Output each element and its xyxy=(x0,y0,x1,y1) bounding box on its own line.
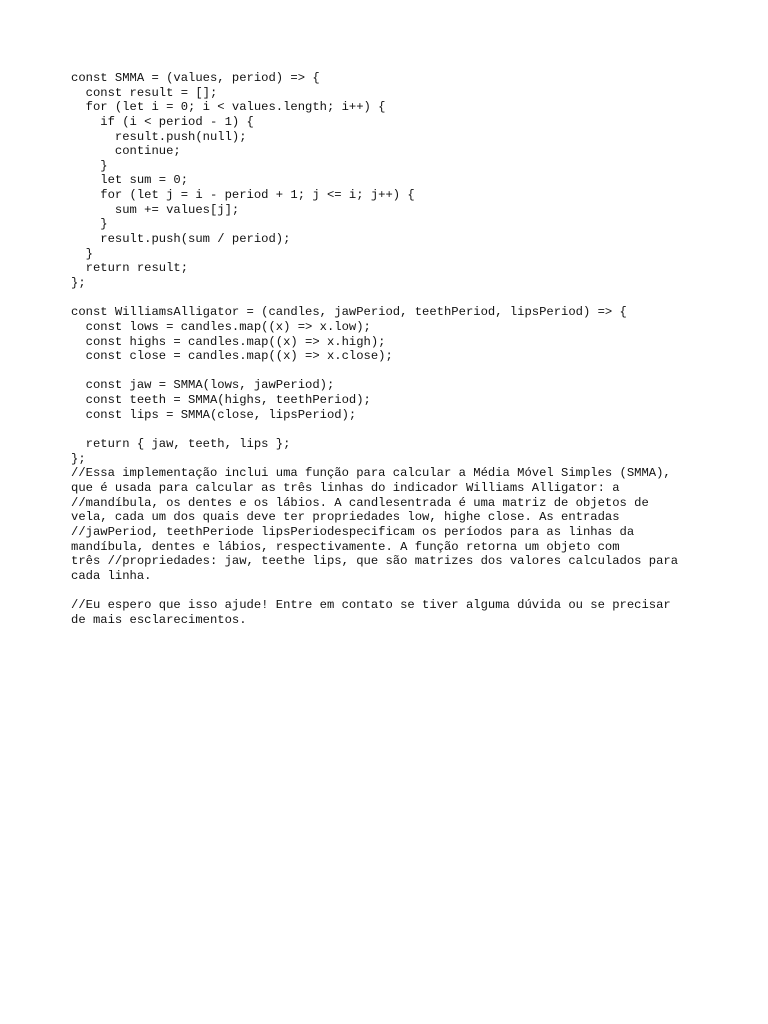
blank-line xyxy=(71,583,711,598)
text-line: //Eu espero que isso ajude! Entre em contato se tiver alguma dúvida ou se precisar xyxy=(71,598,671,613)
text-line: for (let i = 0; i < values.length; i++) { xyxy=(71,100,386,115)
text-line: const close = candles.map((x) => x.close); xyxy=(71,349,393,364)
text-line: const lips = SMMA(close, lipsPeriod); xyxy=(71,407,357,422)
text-line: //mandíbula, os dentes e os lábios. A candlesentrada é uma matriz de objetos de xyxy=(71,495,649,510)
text-line: const jaw = SMMA(lows, jawPeriod); xyxy=(71,378,335,393)
text-line: de mais esclarecimentos. xyxy=(71,612,247,627)
blank-line xyxy=(71,291,711,306)
text-line: mandíbula, dentes e lábios, respectivamente. A função retorna um objeto com xyxy=(71,539,620,554)
text-line: let sum = 0; xyxy=(71,173,189,188)
text-line: //Essa implementação inclui uma função para calcular a Média Móvel Simples (SMMA), xyxy=(71,466,671,481)
text-line: if (i < period - 1) { xyxy=(71,114,254,129)
text-line: //jawPeriod, teethPeriode lipsPeriodespecificam os períodos para as linhas da xyxy=(71,524,635,539)
text-line: que é usada para calcular as três linhas do indicador Williams Alligator: a xyxy=(71,480,620,495)
text-line: sum += values[j]; xyxy=(71,202,240,217)
text-line: const result = []; xyxy=(71,85,218,100)
text-line: const highs = candles.map((x) => x.high); xyxy=(71,334,386,349)
document-page xyxy=(71,71,711,627)
text-line: return { jaw, teeth, lips }; xyxy=(71,437,291,452)
blank-line xyxy=(71,422,711,437)
text-line: const WilliamsAlligator = (candles, jawPeriod, teethPeriod, lipsPeriod) => { xyxy=(71,305,627,320)
text-line: }; xyxy=(71,275,86,290)
text-line: vela, cada um dos quais deve ter propriedades low, highe close. As entradas xyxy=(71,510,620,525)
text-line: return result; xyxy=(71,261,189,276)
text-line: }; xyxy=(71,451,86,466)
text-line: } xyxy=(71,246,93,261)
text-line: cada linha. xyxy=(71,568,152,583)
text-line: const lows = candles.map((x) => x.low); xyxy=(71,319,371,334)
text-line: } xyxy=(71,158,108,173)
blank-line xyxy=(71,364,711,379)
text-line: três //propriedades: jaw, teethe lips, que são matrizes dos valores calculados para xyxy=(71,554,679,569)
text-line: result.push(null); xyxy=(71,129,247,144)
text-line: for (let j = i - period + 1; j <= i; j++) { xyxy=(71,188,415,203)
text-line: const SMMA = (values, period) => { xyxy=(71,71,320,85)
text-line: const teeth = SMMA(highs, teethPeriod); xyxy=(71,393,371,408)
text-line: result.push(sum / period); xyxy=(71,232,291,247)
text-line: continue; xyxy=(71,144,181,159)
text-line: } xyxy=(71,217,108,232)
